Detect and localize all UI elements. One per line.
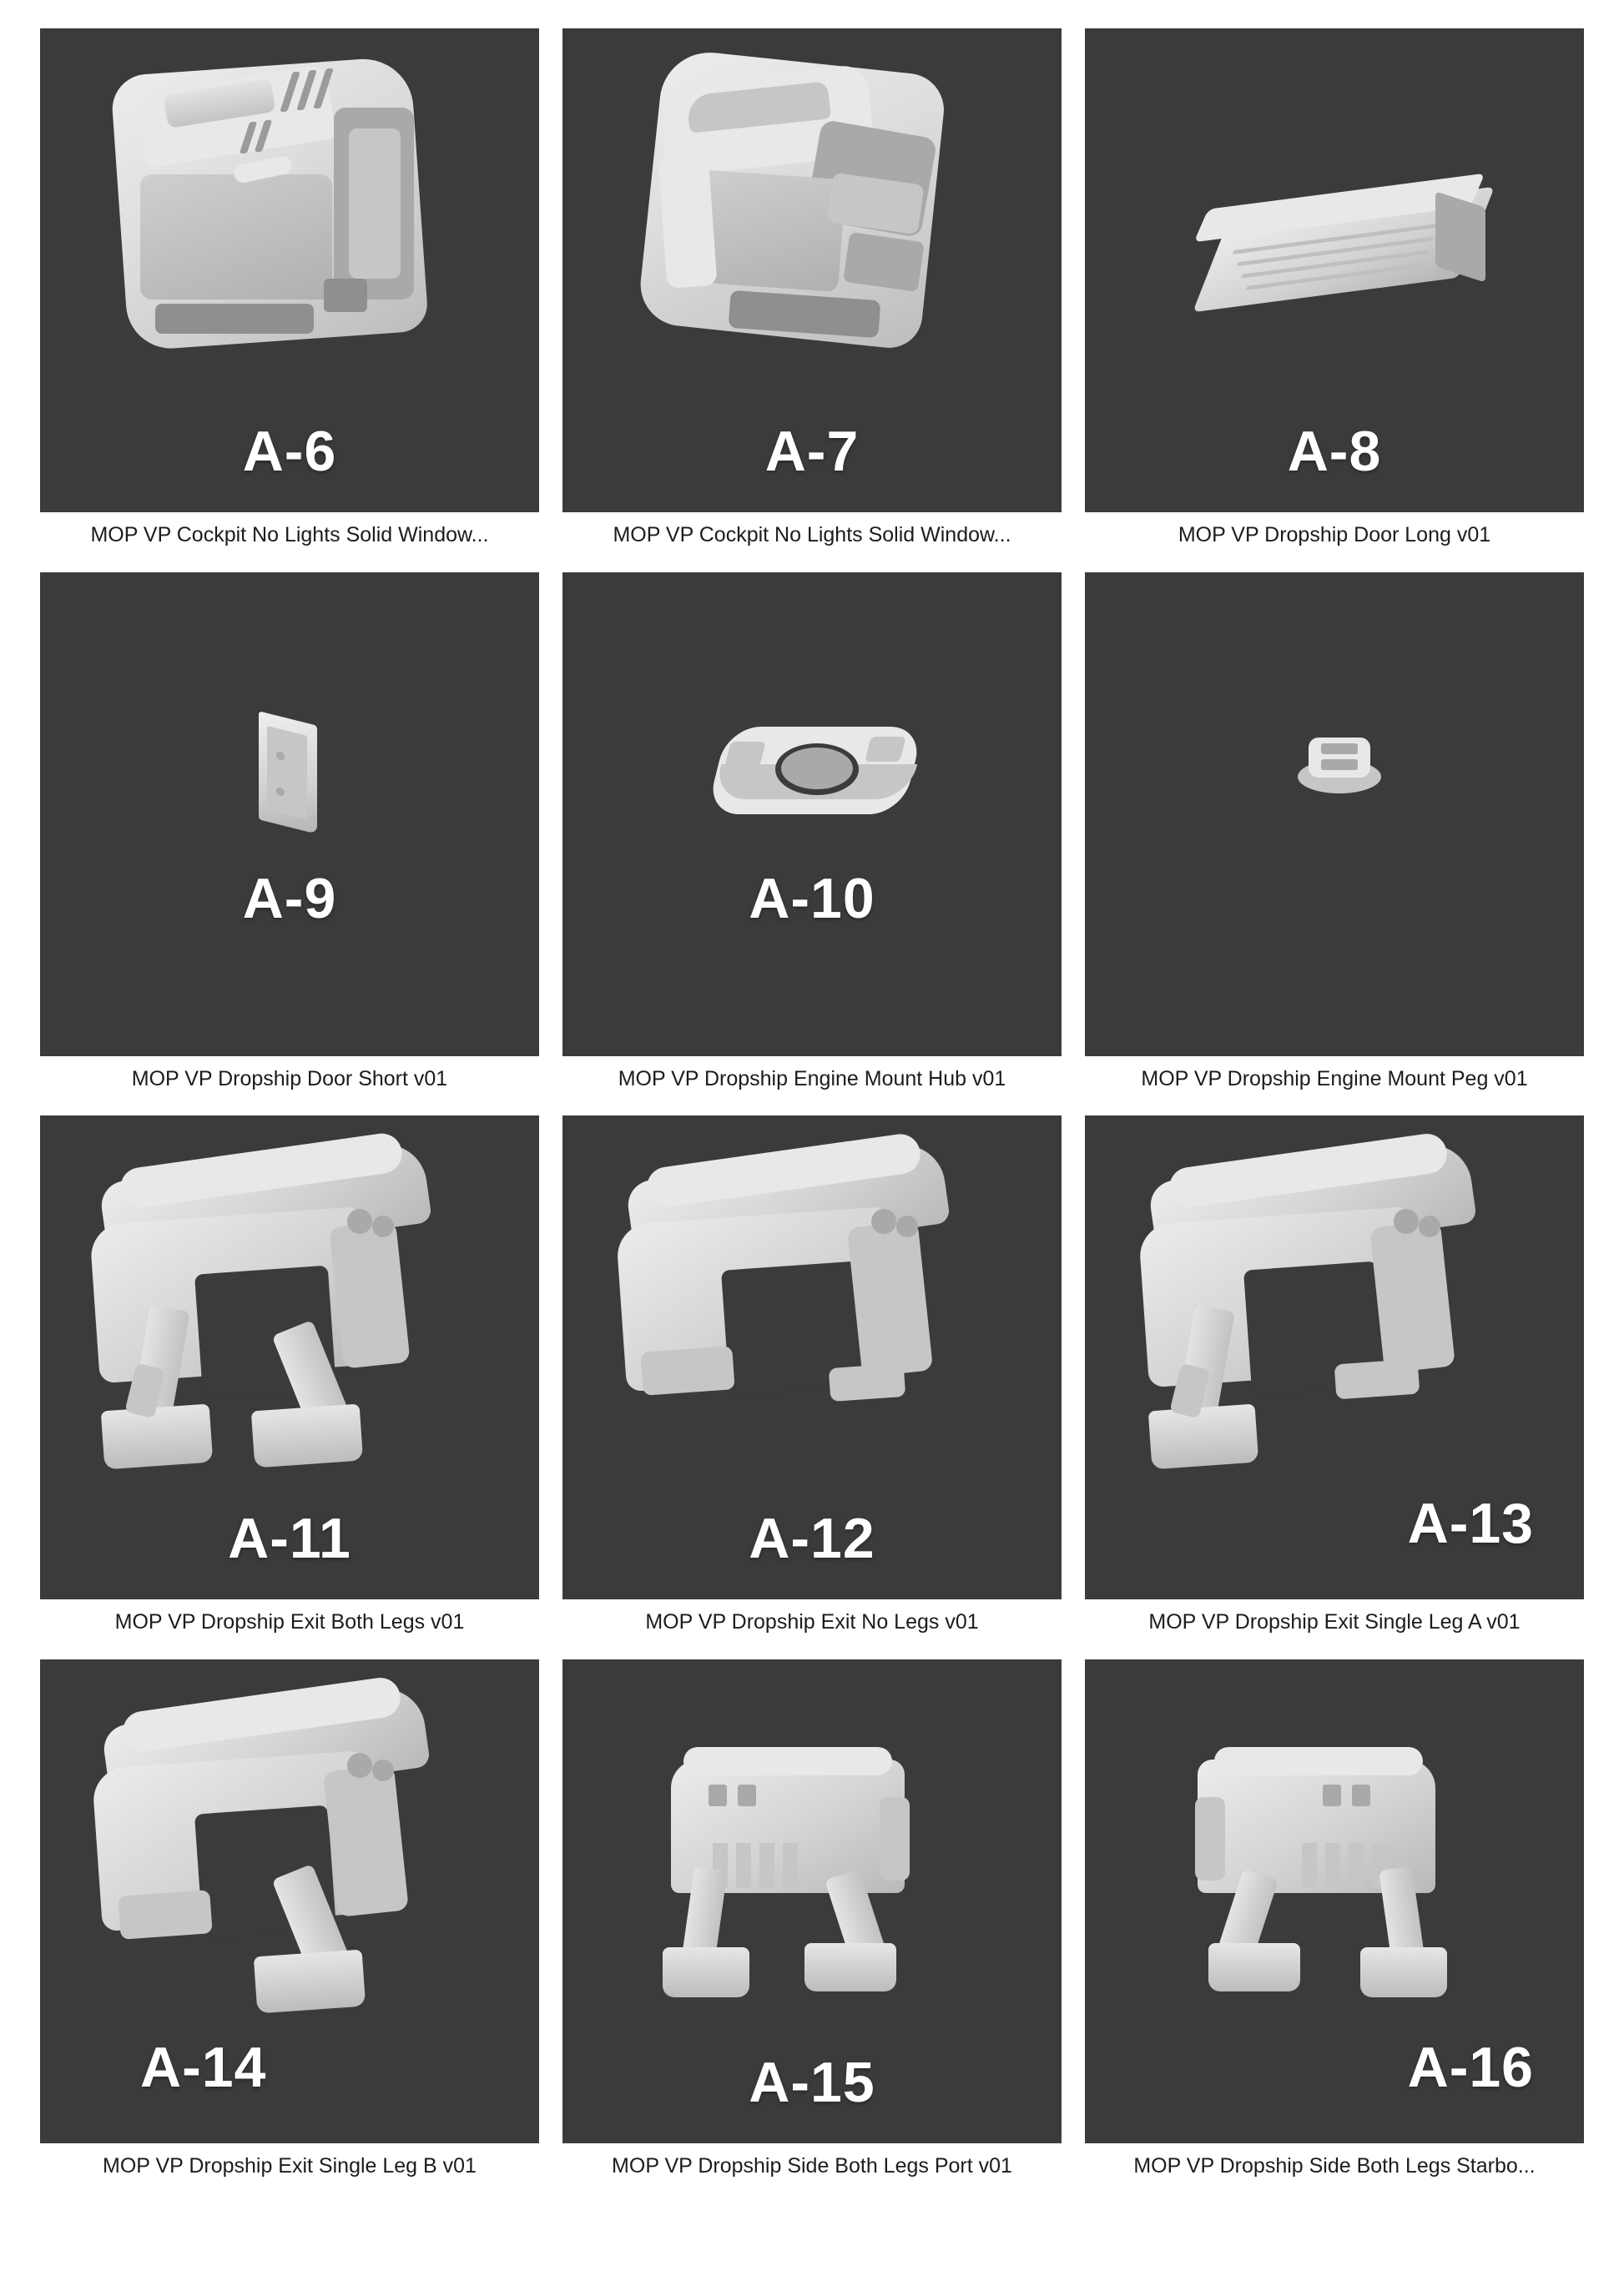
- thumbnail-grid: [40, 28, 1584, 2178]
- model-thumbnail[interactable]: [562, 572, 1062, 1056]
- model-thumbnail[interactable]: [1085, 1659, 1584, 2143]
- model-thumbnail[interactable]: [40, 572, 539, 1056]
- item-code: A-7: [764, 420, 860, 483]
- list-item[interactable]: [562, 1659, 1062, 2178]
- model-thumbnail[interactable]: [40, 1659, 539, 2143]
- engine-mount-hub-model-icon: [562, 572, 1062, 1056]
- model-thumbnail[interactable]: [562, 28, 1062, 512]
- model-thumbnail[interactable]: [562, 1115, 1062, 1599]
- item-caption: MOP VP Cockpit No Lights Solid Window...: [613, 524, 1011, 546]
- item-caption: MOP VP Dropship Exit No Legs v01: [645, 1611, 979, 1634]
- list-item[interactable]: [1085, 1115, 1584, 1634]
- item-code: A-16: [1407, 2035, 1534, 2099]
- list-item[interactable]: [562, 1115, 1062, 1634]
- list-item[interactable]: [1085, 28, 1584, 547]
- model-thumbnail[interactable]: [1085, 1115, 1584, 1599]
- item-code: A-10: [749, 866, 875, 930]
- model-thumbnail[interactable]: [1085, 28, 1584, 512]
- door-short-model-icon: [40, 572, 539, 1056]
- item-caption: MOP VP Dropship Door Long v01: [1178, 524, 1491, 546]
- item-caption: MOP VP Dropship Exit Single Leg A v01: [1148, 1611, 1521, 1634]
- list-item[interactable]: [562, 28, 1062, 547]
- list-item[interactable]: [40, 572, 539, 1091]
- model-thumbnail[interactable]: [40, 1115, 539, 1599]
- item-code: A-12: [749, 1507, 875, 1570]
- model-thumbnail[interactable]: [40, 28, 539, 512]
- item-code: A-11: [228, 1507, 351, 1570]
- exit-single-leg-b-model-icon: [40, 1659, 539, 2143]
- item-caption: MOP VP Dropship Side Both Legs Port v01: [612, 2154, 1012, 2178]
- item-code: A-6: [242, 420, 337, 483]
- item-caption: MOP VP Dropship Side Both Legs Starbo...: [1133, 2154, 1536, 2178]
- engine-mount-peg-model-icon: [1085, 572, 1584, 1056]
- list-item[interactable]: [562, 572, 1062, 1091]
- item-code: A-14: [140, 2035, 267, 2099]
- model-thumbnail[interactable]: [1085, 572, 1584, 1056]
- item-caption: MOP VP Dropship Exit Single Leg B v01: [103, 2154, 477, 2178]
- item-code: A-8: [1287, 420, 1382, 483]
- list-item[interactable]: [40, 1659, 539, 2178]
- item-code: A-9: [242, 866, 337, 930]
- item-code: A-15: [749, 2050, 875, 2114]
- item-caption: MOP VP Dropship Engine Mount Hub v01: [618, 1067, 1006, 1090]
- list-item[interactable]: [1085, 1659, 1584, 2178]
- list-item[interactable]: [40, 28, 539, 547]
- list-item[interactable]: [40, 1115, 539, 1634]
- model-thumbnail[interactable]: [562, 1659, 1062, 2143]
- list-item[interactable]: [1085, 572, 1584, 1091]
- item-caption: MOP VP Dropship Exit Both Legs v01: [114, 1611, 465, 1634]
- item-caption: MOP VP Cockpit No Lights Solid Window...: [90, 524, 489, 546]
- item-code: A-13: [1407, 1492, 1534, 1555]
- item-caption: MOP VP Dropship Engine Mount Peg v01: [1141, 1067, 1528, 1090]
- item-caption: MOP VP Dropship Door Short v01: [131, 1067, 448, 1090]
